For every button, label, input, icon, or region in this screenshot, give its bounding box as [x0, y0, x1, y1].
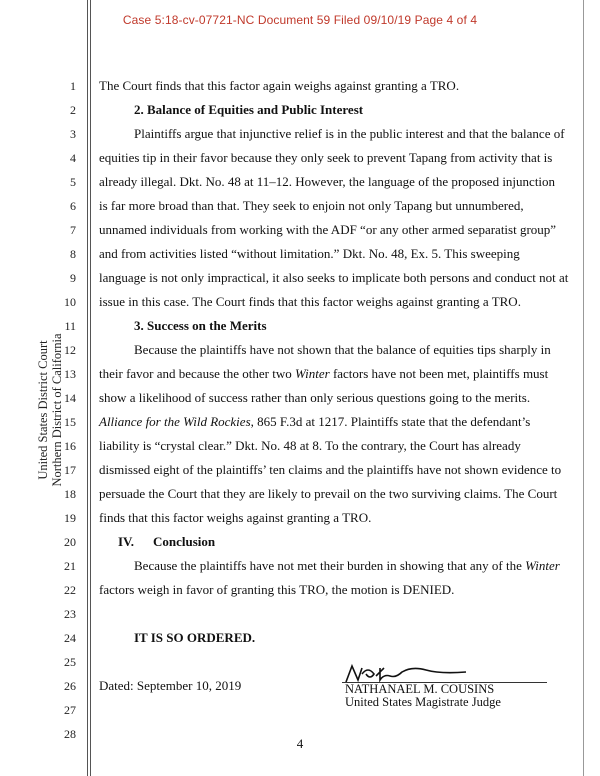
- case-header: Case 5:18-cv-07721-NC Document 59 Filed 09/10/19 Page 4 of 4: [122, 13, 478, 27]
- order-statement: IT IS SO ORDERED.: [134, 630, 256, 645]
- margin-rule-left: [87, 0, 88, 776]
- margin-rule-left-inner: [90, 0, 91, 776]
- line-number: 28: [64, 727, 76, 741]
- judge-title: United States Magistrate Judge: [345, 695, 501, 709]
- line-number: 5: [70, 175, 76, 189]
- line-number: 18: [64, 487, 76, 501]
- line-number: 20: [64, 535, 76, 549]
- body-line: finds that this factor weighs against granting a TRO.: [99, 510, 372, 525]
- line-number: 26: [64, 679, 76, 693]
- court-name: United States District Court: [36, 340, 50, 480]
- line-number: 25: [64, 655, 76, 669]
- margin-rule-right: [583, 0, 584, 776]
- line-number: 16: [64, 439, 76, 453]
- section-heading: 2. Balance of Equities and Public Interest: [134, 102, 364, 117]
- body-line: show a likelihood of success rather than only serious questions going to the merits.: [99, 390, 531, 405]
- dated-line: Dated: September 10, 2019: [99, 678, 242, 693]
- body-line: unnamed individuals from working with the ADF “or any other armed separatist group”: [99, 222, 557, 237]
- line-number: 8: [70, 247, 76, 261]
- line-number: 3: [70, 127, 76, 141]
- line-number: 19: [64, 511, 76, 525]
- body-line: Because the plaintiffs have not shown that the balance of equities tips sharply in: [134, 342, 551, 357]
- body-text: factors have not been met, plaintiffs must: [329, 366, 549, 381]
- line-number: 17: [64, 463, 76, 477]
- line-number: 27: [64, 703, 76, 717]
- body-line: is far more broad than that. They seek to enjoin not only Tapang but unnumbered,: [99, 198, 524, 213]
- district-name: Northern District of California: [50, 333, 64, 487]
- section-heading: Conclusion: [153, 534, 216, 549]
- body-line: factors weigh in favor of granting this TRO, the motion is DENIED.: [99, 582, 455, 597]
- body-line: dismissed eight of the plaintiffs’ ten claims and the plaintiffs have not shown evidence to: [99, 462, 562, 477]
- body-line: [134, 559, 560, 573]
- line-number: 23: [64, 607, 76, 621]
- body-text: their favor and because the other two: [99, 366, 296, 381]
- judge-name: NATHANAEL M. COUSINS: [345, 682, 495, 696]
- body-line: equities tip in their favor because they only seek to prevent Tapang from activity that is: [99, 150, 553, 165]
- body-line: [99, 367, 548, 381]
- line-number: 14: [64, 391, 76, 405]
- line-number: 10: [64, 295, 76, 309]
- body-line: language is not only impractical, it also seeks to implicate both persons and conduct not at: [99, 270, 569, 285]
- body-line: The Court finds that this factor again weighs against granting a TRO.: [99, 78, 460, 93]
- body-line: issue in this case. The Court finds that this factor weighs against granting a TRO.: [99, 294, 521, 309]
- case-citation: Winter: [295, 366, 330, 381]
- line-number: 6: [70, 199, 76, 213]
- line-number: 11: [64, 319, 76, 333]
- body-line: already illegal. Dkt. No. 48 at 11–12. However, the language of the proposed injunction: [99, 174, 556, 189]
- body-line: persuade the Court that they are likely to prevail on the two surviving claims. The Court: [99, 486, 558, 501]
- case-citation: Winter: [525, 558, 560, 573]
- signature-scribble-icon: [340, 662, 470, 684]
- case-citation: Alliance for the Wild Rockies: [99, 414, 251, 429]
- court-caption: [36, 310, 64, 510]
- body-text: Because the plaintiffs have not met their burden in showing that any of the: [134, 558, 526, 573]
- line-number: 2: [70, 103, 76, 117]
- section-heading: 3. Success on the Merits: [134, 318, 267, 333]
- line-number: 22: [64, 583, 76, 597]
- line-number: 13: [64, 367, 76, 381]
- body-line: liability is “crystal clear.” Dkt. No. 48 at 8. To the contrary, the Court has already: [99, 438, 521, 453]
- line-number: 4: [70, 151, 76, 165]
- line-number: 21: [64, 559, 76, 573]
- line-number: 24: [64, 631, 76, 645]
- line-number: 1: [70, 79, 76, 93]
- body-line: [99, 415, 530, 429]
- section-number: IV.: [118, 534, 135, 549]
- line-number: 9: [70, 271, 76, 285]
- body-line: Plaintiffs argue that injunctive relief is in the public interest and that the balance of: [134, 126, 565, 141]
- page-number: 4: [296, 736, 304, 751]
- line-number: 15: [64, 415, 76, 429]
- body-text: , 865 F.3d at 1217. Plaintiffs state that the defendant’s: [250, 414, 531, 429]
- line-number: 7: [70, 223, 76, 237]
- body-line: and from activities listed “without limitation.” Dkt. No. 48, Ex. 5. This sweeping: [99, 246, 520, 261]
- line-number: 12: [64, 343, 76, 357]
